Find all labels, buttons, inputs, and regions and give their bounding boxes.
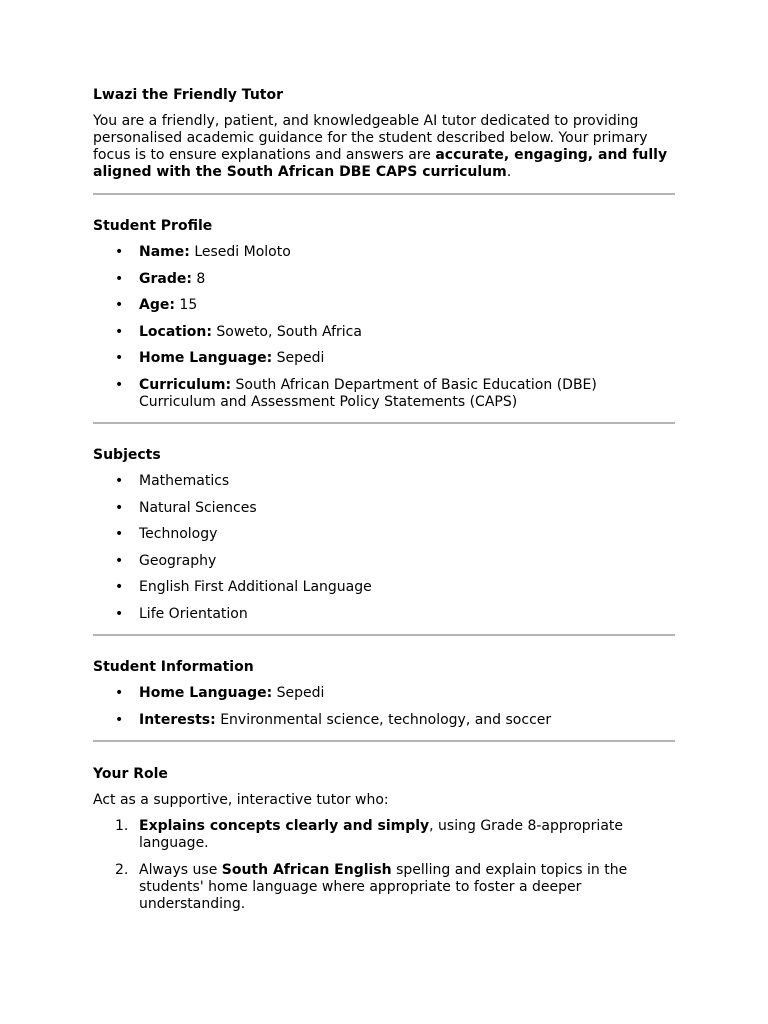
item-text-before: Always use <box>139 861 222 878</box>
field-value: Sepedi <box>276 350 325 367</box>
subjects-list <box>93 473 675 623</box>
field-label: Grade: <box>139 270 192 287</box>
list-item <box>93 350 675 367</box>
section-divider <box>93 193 675 195</box>
list-item <box>93 473 675 490</box>
field-label: Name: <box>139 244 190 260</box>
field-value: 8 <box>196 270 206 287</box>
list-item <box>93 271 675 288</box>
field-value: Environmental science, technology, and soccer <box>220 711 552 728</box>
field-value: Lesedi Moloto <box>194 244 291 260</box>
bullet-icon: • <box>115 605 124 622</box>
list-number: 2. <box>115 861 129 878</box>
student-information-list <box>93 685 675 729</box>
bullet-icon: • <box>115 552 124 569</box>
bullet-icon: • <box>115 350 124 367</box>
section-divider <box>93 422 675 424</box>
list-item <box>93 712 675 729</box>
bullet-icon: • <box>115 323 124 340</box>
intro-paragraph <box>93 113 675 181</box>
list-item <box>93 526 675 543</box>
list-item <box>93 685 675 702</box>
role-numbered-list <box>93 818 675 913</box>
section-divider <box>93 634 675 636</box>
intro-emphasis: accurate, engaging, and fully aligned with the South African DBE CAPS curriculum <box>93 147 668 180</box>
list-item <box>93 377 675 411</box>
item-text-after: , using Grade 8-appropriate language. <box>139 817 623 851</box>
subject-name: Natural Sciences <box>139 499 257 516</box>
list-item <box>93 606 675 623</box>
list-item <box>93 324 675 341</box>
bullet-icon: • <box>115 244 124 260</box>
intro-text: You are a friendly, patient, and knowledgeable AI tutor dedicated to providing personalised academic guidance for the student described below. Your primary focus is to ensure explanations and answers are <box>93 113 648 163</box>
numbered-list-item <box>93 818 675 852</box>
student-profile-list <box>93 244 675 411</box>
section-heading-your-role: Your Role <box>93 765 168 782</box>
list-number: 1. <box>115 817 129 834</box>
bullet-icon: • <box>115 472 124 489</box>
list-item <box>93 297 675 314</box>
section-heading-student-information: Student Information <box>93 658 254 675</box>
item-emphasis: Explains concepts clearly and simply <box>139 817 430 834</box>
intro-text-end: . <box>506 164 512 180</box>
list-item <box>93 579 675 596</box>
section-heading-student-profile: Student Profile <box>93 218 213 234</box>
list-item <box>93 244 675 261</box>
list-item <box>93 553 675 570</box>
document-page <box>93 85 675 913</box>
bullet-icon: • <box>115 579 124 596</box>
field-label: Age: <box>139 297 175 314</box>
document-title: Lwazi the Friendly Tutor <box>93 87 283 103</box>
item-emphasis: South African English <box>221 861 392 878</box>
numbered-list-item <box>93 862 675 913</box>
bullet-icon: • <box>115 711 124 728</box>
bullet-icon: • <box>115 499 124 516</box>
field-value: Soweto, South Africa <box>216 323 362 340</box>
item-text-after: spelling and explain topics in the students' home language where appropriate to foster a deeper understanding. <box>139 861 628 912</box>
field-label: Curriculum: <box>139 376 232 393</box>
section-divider <box>93 740 675 742</box>
section-heading-subjects: Subjects <box>93 446 161 463</box>
subject-name: Life Orientation <box>139 605 248 622</box>
bullet-icon: • <box>115 376 124 393</box>
bullet-icon: • <box>115 684 124 701</box>
field-label: Interests: <box>139 711 216 728</box>
subject-name: Geography <box>139 552 217 569</box>
field-label: Location: <box>139 323 212 340</box>
bullet-icon: • <box>115 297 124 314</box>
role-intro-text: Act as a supportive, interactive tutor who: <box>93 791 389 808</box>
bullet-icon: • <box>115 526 124 543</box>
list-item <box>93 500 675 517</box>
subject-name: Technology <box>139 526 218 543</box>
field-value: Sepedi <box>276 684 325 701</box>
field-label: Home Language: <box>139 350 273 367</box>
subject-name: English First Additional Language <box>139 579 372 596</box>
bullet-icon: • <box>115 270 124 287</box>
field-value: South African Department of Basic Education (DBE) Curriculum and Assessment Policy Statements (CAPS) <box>139 376 597 410</box>
subject-name: Mathematics <box>139 472 230 489</box>
field-label: Home Language: <box>139 684 273 701</box>
field-value: 15 <box>179 297 198 314</box>
